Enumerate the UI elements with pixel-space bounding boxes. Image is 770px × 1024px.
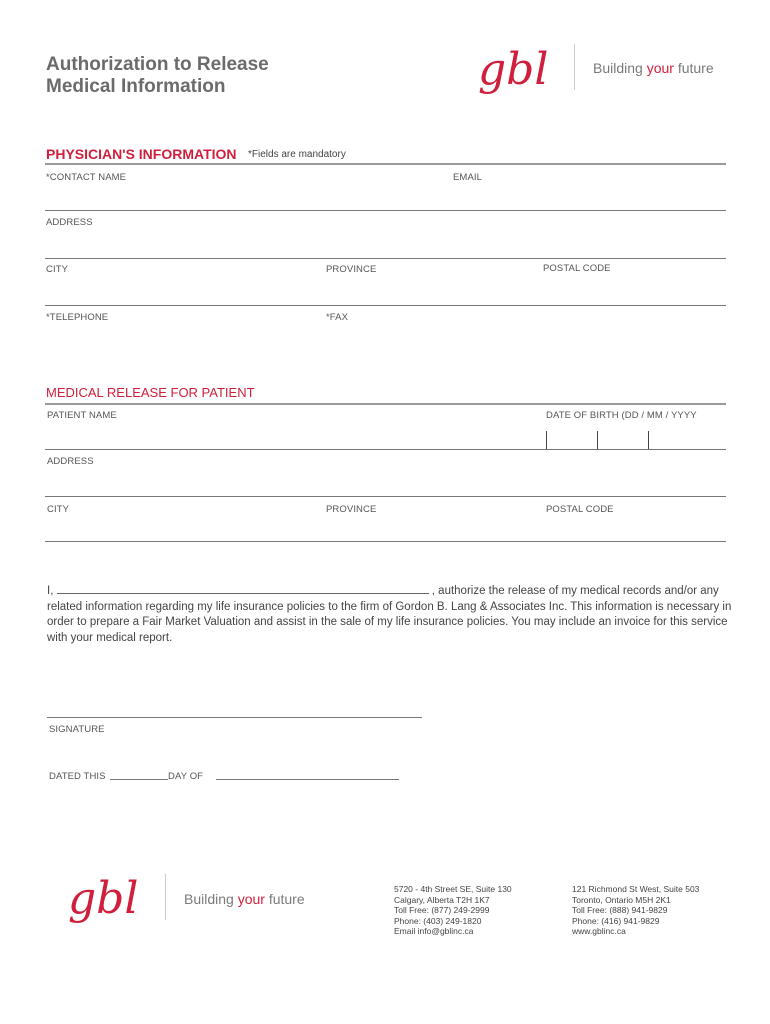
calgary-street: 5720 - 4th Street SE, Suite 130 [394,884,512,894]
footer-tagline-post: future [264,891,305,907]
physician-city-field-line[interactable] [45,305,726,306]
patient-section-title: MEDICAL RELEASE FOR PATIENT [46,385,255,400]
authorization-text: , authorize the release of my medical records and/or any related information regarding my life insurance policies to the firm of Gordon B. Lang & Associates Inc. This information is necessary in order to prepare a Fair Market Valuation and assist in the sale of my life insurance policies. You may include an invoice for this service with your medical report. [47,585,732,644]
physician-city-label: CITY [46,264,69,275]
physician-section-rule [45,163,726,165]
tagline-pre: Building [593,60,647,76]
day-of-label: DAY OF [168,771,204,782]
toronto-street: 121 Richmond St West, Suite 503 [572,884,700,894]
signature-label: SIGNATURE [49,724,105,735]
physician-postal-code-label: POSTAL CODE [543,263,611,274]
dated-day-field-line[interactable] [110,779,168,780]
physician-address-field-line[interactable] [45,258,726,259]
patient-province-label: PROVINCE [326,504,377,515]
contact-name-label: *CONTACT NAME [46,172,127,183]
patient-city-label: CITY [47,504,70,515]
toronto-city: Toronto, Ontario M5H 2K1 [572,894,671,905]
footer-logo-divider [165,874,166,920]
physician-address-label: ADDRESS [46,217,93,228]
physician-province-label: PROVINCE [326,264,377,275]
signature-field-line[interactable] [47,717,422,718]
authorization-prefix: I, [47,585,54,597]
page-title [46,54,269,98]
dob-tick-1 [546,431,547,449]
patient-section-rule [45,403,726,405]
authorizer-name-blank[interactable] [57,583,429,594]
title-line-2: Medical Information [46,76,226,97]
footer-gbl-logo: gbl [68,873,139,924]
calgary-phone: Phone: (403) 249-1820 [394,915,482,926]
tagline-accent: your [646,60,674,76]
gbl-logo: gbl [478,44,549,95]
title-line-1: Authorization to Release [46,54,269,75]
footer-tagline-accent: your [237,891,265,907]
physician-section-title: PHYSICIAN'S INFORMATION [46,146,237,162]
calgary-city: Calgary, Alberta T2H 1K7 [394,894,490,905]
patient-name-field-line[interactable] [45,449,726,450]
telephone-label: *TELEPHONE [46,312,109,323]
patient-address-label: ADDRESS [47,456,94,467]
dob-tick-2 [597,431,598,449]
patient-name-label: PATIENT NAME [47,410,117,421]
header-tagline [593,60,714,76]
toronto-website: www.gblinc.ca [572,926,626,936]
contact-email-field-line[interactable] [45,210,726,211]
footer-tagline [184,891,305,907]
calgary-toll-free: Toll Free: (877) 249-2999 [394,905,490,915]
patient-city-field-line[interactable] [45,541,726,542]
toronto-office-address [572,884,699,937]
patient-address-field-line[interactable] [45,496,726,497]
dated-this-label: DATED THIS [49,771,106,782]
calgary-office-address [394,884,512,937]
patient-postal-code-label: POSTAL CODE [546,504,614,515]
tagline-post: future [673,60,714,76]
authorization-paragraph [47,583,733,646]
footer-tagline-pre: Building [184,891,238,907]
dob-tick-3 [648,431,649,449]
dated-month-field-line[interactable] [216,779,399,780]
date-of-birth-label: DATE OF BIRTH (DD / MM / YYYY [546,410,697,421]
logo-divider [574,44,575,90]
calgary-email: Email info@gblinc.ca [394,926,474,936]
toronto-phone: Phone: (416) 941-9829 [572,915,660,926]
mandatory-note: *Fields are mandatory [248,149,346,160]
toronto-toll-free: Toll Free: (888) 941-9829 [572,905,668,915]
email-label: EMAIL [453,172,483,183]
fax-label: *FAX [326,312,349,323]
